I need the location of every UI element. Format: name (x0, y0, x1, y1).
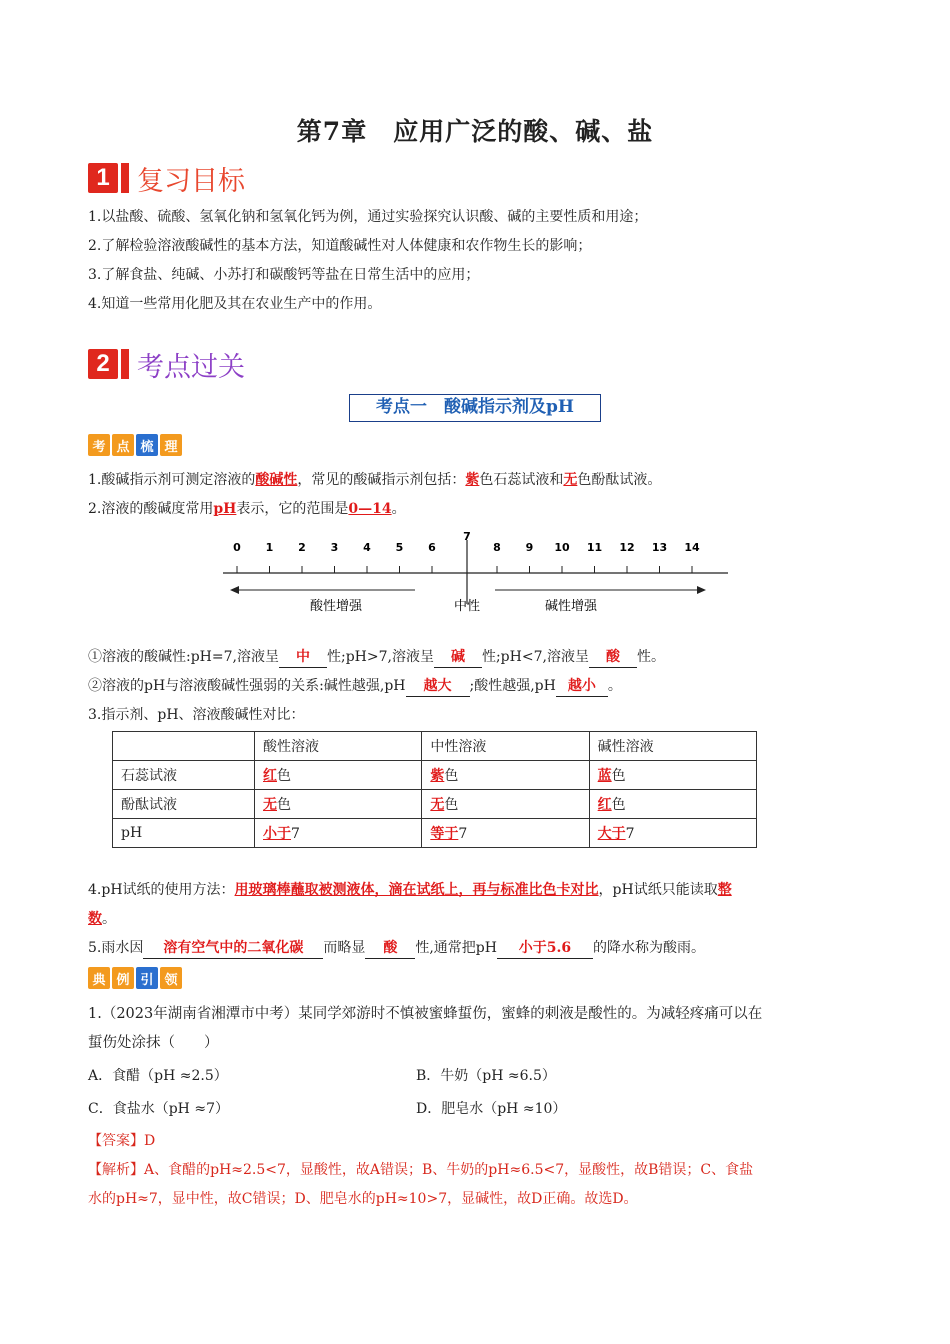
goal-item: 4.知道一些常用化肥及其在农业生产中的作用。 (88, 296, 382, 312)
table-header-cell (113, 732, 255, 761)
section-bar (121, 349, 129, 379)
point-5: 5.雨水因 溶有空气中的二氧化碳 而略显 酸 性,通常把pH 小于5.6 的降水称为酸雨。 (88, 938, 705, 959)
analysis-line: 【解析】A、食醋的pH≈2.5<7，显酸性，故A错误；B、牛奶的pH≈6.5<7，显酸性，故B错误；C、食盐 (88, 1162, 754, 1178)
tag-char: 理 (160, 434, 182, 456)
point-ph-strength: ②溶液的pH与溶液酸碱性强弱的关系:碱性越强,pH 越大 ;酸性越强,pH 越小 。 (88, 676, 622, 697)
answer: 酸 (383, 940, 398, 956)
point-4: 4.pH试纸的使用方法：用玻璃棒蘸取被测液体，滴在试纸上，再与标准比色卡对比，pH试纸只能读取整 (88, 882, 732, 898)
scale-tick-label: 11 (586, 541, 603, 554)
table-row: 石蕊试液 红色 紫色 蓝色 (113, 761, 757, 790)
scale-tick-label: 2 (298, 541, 306, 554)
ph-scale-diagram (215, 528, 735, 620)
answer: 中 (295, 649, 310, 665)
goal-item: 2.了解检验溶液酸碱性的基本方法，知道酸碱性对人体健康和农作物生长的影响； (88, 238, 592, 254)
scale-tick-label: 3 (330, 541, 339, 554)
table-header-cell: 碱性溶液 (589, 732, 756, 761)
section-number: 2 (88, 349, 118, 379)
tag-kaodian-shuli (88, 434, 182, 456)
option-b: B．牛奶（pH ≈6.5） (416, 1068, 556, 1084)
answer-line: 【答案】D (88, 1133, 156, 1149)
answer: 紫 (465, 472, 480, 488)
answer: 酸 (605, 649, 620, 665)
scale-tick-label: 0 (233, 541, 241, 554)
scale-tick-label: 13 (651, 541, 668, 554)
scale-tick-label: 9 (525, 541, 534, 554)
row-label: 石蕊试液 (113, 761, 255, 790)
point-1: 1.酸碱指示剂可测定溶液的酸碱性，常见的酸碱指示剂包括：紫色石蕊试液和无色酚酞试液。 (88, 472, 662, 488)
scale-tick-label: 6 (428, 541, 436, 554)
scale-tick-label: 8 (493, 541, 501, 554)
option-d: D．肥皂水（pH ≈10） (416, 1101, 567, 1117)
tag-char: 例 (112, 967, 134, 989)
answer: 小于5.6 (518, 940, 572, 956)
scale-tick-label: 10 (554, 541, 570, 554)
question-stem: 1.（2023年湖南省湘潭市中考）某同学郊游时不慎被蜜蜂蜇伤，蜜蜂的刺液是酸性的。为减轻疼痛可以在 (88, 1006, 763, 1022)
answer: 越小 (567, 678, 596, 694)
answer: 数 (88, 911, 102, 927)
point-2: 2.溶液的酸碱度常用pH表示，它的范围是0—14。 (88, 501, 406, 517)
neutral-label: 中性 (453, 599, 481, 614)
scale-tick-label: 1 (265, 541, 274, 554)
table-header-cell: 中性溶液 (422, 732, 589, 761)
section-label: 考点过关 (137, 351, 245, 383)
tag-char: 梳 (136, 434, 158, 456)
scale-tick-label: 7 (463, 530, 471, 543)
answer: 越大 (423, 678, 452, 694)
point-3: 3.指示剂、pH、溶液酸碱性对比： (88, 707, 305, 723)
tag-char: 典 (88, 967, 110, 989)
answer: pH (213, 501, 237, 517)
option-a: A．食醋（pH ≈2.5） (88, 1068, 228, 1084)
indicator-comparison-table (112, 731, 757, 848)
tag-char: 领 (160, 967, 182, 989)
goal-item: 3.了解食盐、纯碱、小苏打和碳酸钙等盐在日常生活中的应用； (88, 267, 480, 283)
tag-char: 考 (88, 434, 110, 456)
answer: 碱 (450, 649, 465, 665)
tag-char: 引 (136, 967, 158, 989)
tag-char: 点 (112, 434, 134, 456)
option-c: C．食盐水（pH ≈7） (88, 1101, 229, 1117)
row-label: pH (113, 819, 255, 848)
kaodian-title-box: 考点一 酸碱指示剂及pH (349, 394, 601, 422)
row-label: 酚酞试液 (113, 790, 255, 819)
scale-tick-label: 4 (363, 541, 371, 554)
answer: 整 (717, 882, 732, 898)
analysis-line: 水的pH≈7，显中性，故C错误；D、肥皂水的pH≈10>7，显碱性，故D正确。故选D。 (88, 1191, 638, 1207)
section-number: 1 (88, 163, 118, 193)
point-acidity: ①溶液的酸碱性:pH=7,溶液呈 中 性;pH>7,溶液呈 碱 性;pH<7,溶液呈 酸 性。 (88, 647, 665, 668)
scale-tick-label: 14 (684, 541, 700, 554)
scale-tick-label: 12 (619, 541, 635, 554)
table-header-cell: 酸性溶液 (255, 732, 422, 761)
answer: 溶有空气中的二氧化碳 (163, 940, 304, 956)
scale-tick-label: 5 (395, 541, 404, 554)
table-row: 酚酞试液 无色 无色 红色 (113, 790, 757, 819)
point-4-cont: 数。 (88, 911, 116, 927)
section-header-review-goals (88, 158, 245, 198)
answer: 酸碱性 (255, 472, 298, 488)
answer: 无 (563, 472, 578, 488)
answer: 0—14 (348, 501, 392, 517)
table-header-row (113, 732, 757, 761)
page-title: 第7章 应用广泛的酸、碱、盐 (296, 117, 654, 146)
acid-label: 酸性增强 (309, 599, 363, 614)
section-header-exam-points (88, 344, 245, 384)
base-label: 碱性增强 (544, 599, 598, 614)
tag-dianli-yinling (88, 967, 182, 989)
table-row: pH 小于7 等于7 大于7 (113, 819, 757, 848)
goal-item: 1.以盐酸、硫酸、氢氧化钠和氢氧化钙为例，通过实验探究认识酸、碱的主要性质和用途； (88, 209, 648, 225)
section-bar (121, 163, 129, 193)
answer: 用玻璃棒蘸取被测液体，滴在试纸上，再与标准比色卡对比 (234, 882, 599, 898)
section-label: 复习目标 (137, 165, 245, 197)
question-stem-cont: 蜇伤处涂抹（ ） (88, 1035, 219, 1051)
